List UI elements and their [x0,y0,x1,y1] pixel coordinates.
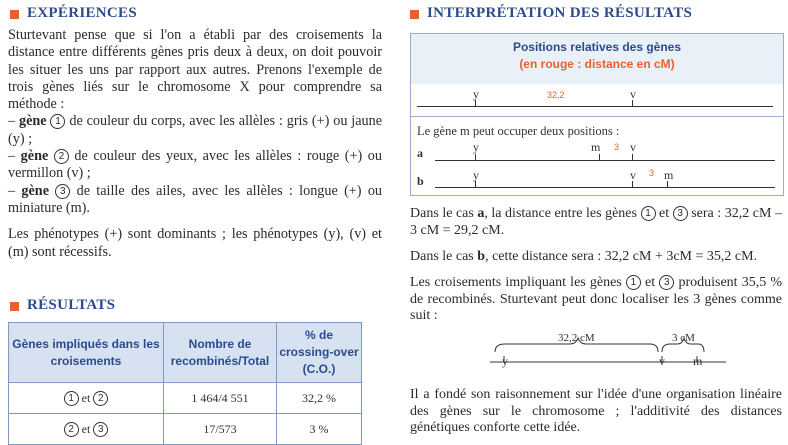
gene2-line: – gène 2 de couleur des yeux, avec les allèles : rouge (+) ou vermillon (v) ; [8,148,382,182]
header-count: Nombre de recombinés/Total [164,323,277,383]
genes-cell: 1 et 2 [9,383,164,414]
header-genes: Gènes impliqués dans les croisements [9,323,164,383]
phenotypes-paragraph: Les phénotypes (+) sont dominants ; les phénotypes (y), (v) et (m) sont récessifs. [8,226,382,260]
case-b-paragraph: Dans le cas b, cette distance sera : 32,2 cM + 3cM = 35,2 cM. [410,249,758,264]
experiences-text [8,27,382,261]
count-cell: 1 464/4 551 [164,383,277,414]
gene3-line: – gène 3 de taille des ailes, avec les allèles : longue (+) ou miniature (m). [8,182,383,216]
diagram-subtitle: (en rouge : distance en cM) [519,57,675,71]
section-bullet [10,10,19,19]
diagram-header [411,34,783,84]
gene-m-label: m [693,354,703,368]
number-2-icon: 2 [54,149,69,164]
gene1-line: – gène 1 de couleur du corps, avec les allèles : gris (+) ou jaune (y) ; [8,113,383,147]
percent-cell: 32,2 % [277,383,362,414]
case-b-label: b [417,174,424,188]
gene-y-label: y [502,354,508,368]
map-distance-1: 32,2 cM [558,332,595,344]
count-cell: 17/573 [164,414,277,445]
gene-y-label: y [473,168,479,182]
case-a-label: a [417,146,423,160]
gene-m-label: m [664,168,674,182]
gene-v-label: v [630,87,636,101]
gene-v-label: v [659,354,665,368]
crossing-paragraph: Les croisements impliquant les gènes 1 et 3 produisent 35,5 % de recombinés. Sturtevant peut donc localiser les 3 gènes comme suit : [410,275,783,323]
chromosome-line [435,160,775,161]
percent-cell: 3 % [277,414,362,445]
gene-y-label: y [473,87,479,101]
distance-label: 3 [649,168,655,178]
results-table [8,322,362,445]
number-1-icon: 1 [641,206,656,221]
divider [411,116,783,117]
genes-cell: 2 et 3 [9,414,164,445]
map-distance-2: 3 cM [672,332,695,344]
gene-positions-diagram [410,33,784,196]
interpretation-title: INTERPRÉTATION DES RÉSULTATS [427,5,693,21]
gene-v-label: v [630,140,636,154]
chromosome-line [435,187,775,188]
section-bullet [410,10,419,19]
section-bullet [10,302,19,311]
distance-label: 3 [614,142,620,152]
number-1-icon: 1 [626,275,641,290]
gene-m-label: m [591,140,601,154]
distance-label: 32,2 [547,90,565,100]
number-3-icon: 3 [673,206,688,221]
number-3-icon: 3 [55,184,70,199]
number-3-icon: 3 [659,275,674,290]
conclusion-paragraph: Il a fondé son raisonnement sur l'idée d'une organisation linéaire des gènes sur le chromosome ; l'additivité des distances génétiques conforte cette idée. [410,387,782,435]
experiences-title: EXPÉRIENCES [27,5,137,21]
table-row [9,414,362,445]
intro-paragraph: Sturtevant pense que si l'on a établi par des croisements la distance entre différents gènes pris deux à deux, on doit pouvoir les situer les uns par rapport aux autres. Prenons l'exemple de trois gènes liés sur le chromosome X pour comprendre sa méthode : [8,27,382,113]
case-a-paragraph: Dans le cas a, la distance entre les gènes 1 et 3 sera : 32,2 cM – 3 cM = 29,2 cM. [410,206,782,238]
gene-y-label: y [473,140,479,154]
table-row [9,383,362,414]
two-positions-text: Le gène m peut occuper deux positions : [417,124,620,138]
header-percent: % de crossing-over (C.O.) [277,323,362,383]
number-1-icon: 1 [50,114,65,129]
chromosome-line [417,106,773,107]
gene-v-label: v [630,168,636,182]
table-header-row [9,323,362,383]
results-title: RÉSULTATS [27,297,116,313]
diagram-title: Positions relatives des gènes [512,40,682,54]
